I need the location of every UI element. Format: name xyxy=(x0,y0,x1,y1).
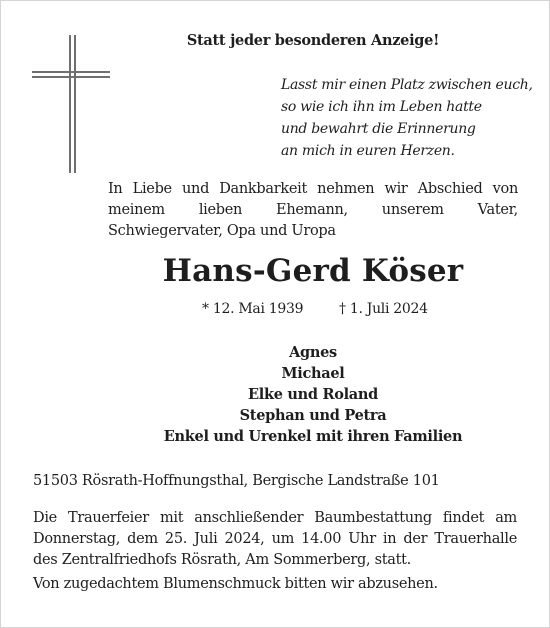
intro-text: In Liebe und Dankbarkeit nehmen wir Abschied von meinem lieben Ehemann, unserem Vater, Schwiegervater, Opa und Uropa xyxy=(108,181,518,239)
family-address: 51503 Rösrath-Hoffnungsthal, Bergische Landstraße 101 xyxy=(33,473,440,489)
poem-line: so wie ich ihn im Leben hatte xyxy=(281,99,482,115)
mourner-entry: Michael xyxy=(281,365,345,382)
christian-cross-icon xyxy=(32,35,112,175)
poem-line: und bewahrt die Erinnerung xyxy=(281,121,476,137)
headline: Statt jeder besonderen Anzeige! xyxy=(186,32,440,49)
poem-line: Lasst mir einen Platz zwischen euch, xyxy=(281,77,533,93)
mourner-entry: Enkel und Urenkel mit ihren Familien xyxy=(163,428,463,445)
poem xyxy=(281,74,533,162)
mourner-entry: Elke und Roland xyxy=(248,386,378,403)
flowers-note: Von zugedachtem Blumenschmuck bitten wir abzusehen. xyxy=(33,576,438,592)
funeral-service-info: Die Trauerfeier mit anschließender Baumbestattung findet am Donnerstag, dem 25. Juli 2024, um 14.00 Uhr in der Trauerhalle des Zentralfriedhofs Rösrath, Am Sommerberg, statt. xyxy=(33,510,517,568)
death-date: † 1. Juli 2024 xyxy=(339,301,428,317)
mourner-entry: Stephan und Petra xyxy=(239,407,387,424)
birth-date: * 12. Mai 1939 xyxy=(202,301,304,317)
deceased-name: Hans-Gerd Köser xyxy=(162,253,464,289)
poem-line: an mich in euren Herzen. xyxy=(281,143,455,159)
mourner-entry: Agnes xyxy=(289,344,337,361)
mourners-list xyxy=(141,342,485,447)
